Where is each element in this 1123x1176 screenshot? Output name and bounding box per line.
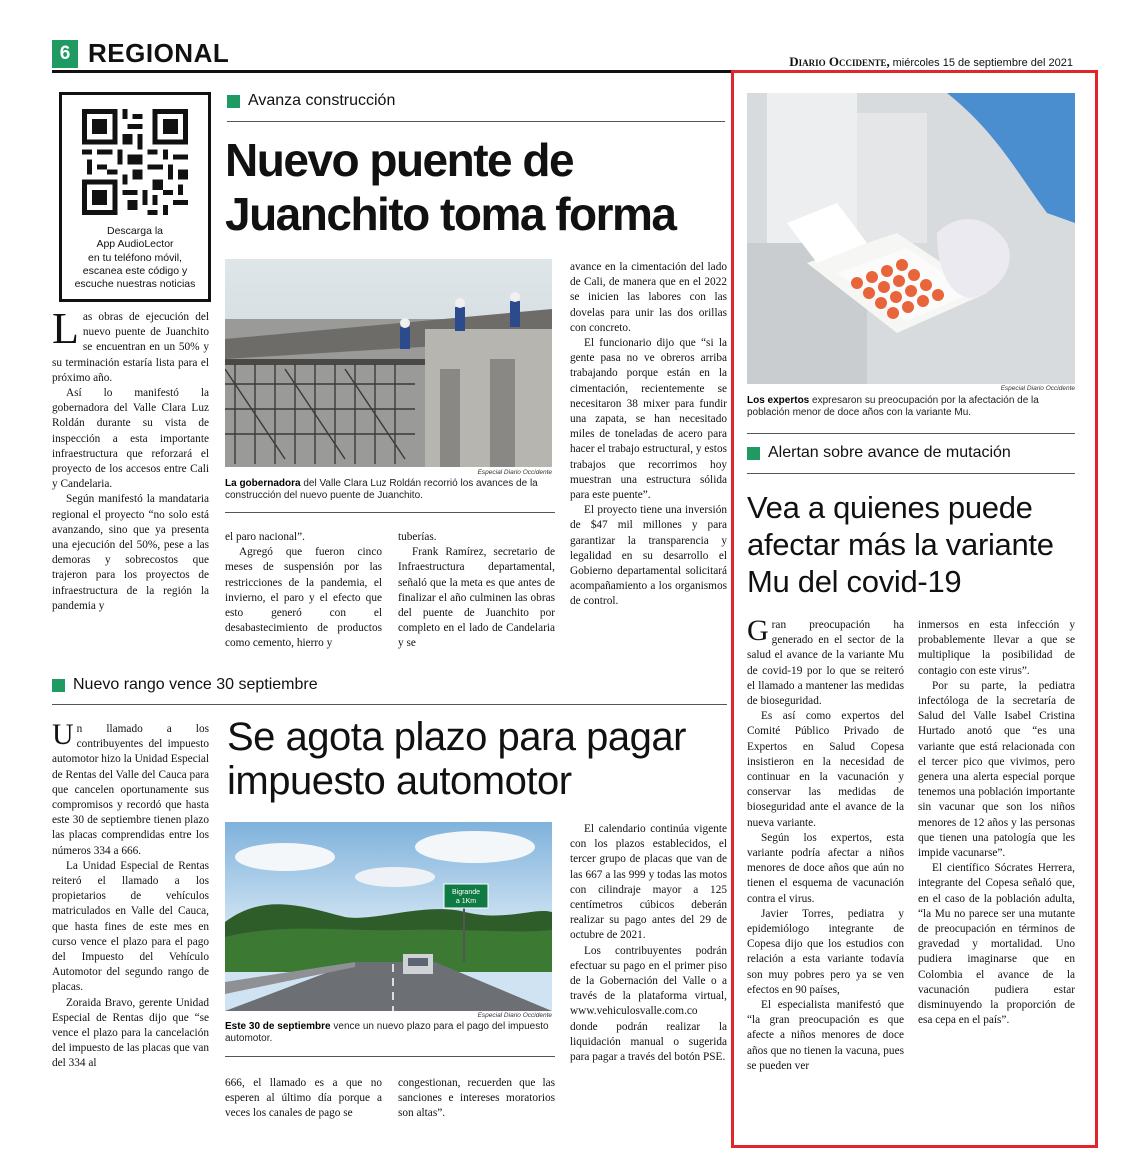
story2-kicker-text: Nuevo rango vence 30 septiembre	[73, 676, 318, 693]
story3-paragraph: El especialista manifestó que “la gran preocupación es que afecte a niños menores de doce años que no tienen la vacuna, pues se pueden ver	[747, 999, 904, 1072]
road-sign-text-1: Bigrande	[451, 889, 481, 896]
story1-caption-rule	[225, 512, 555, 513]
story2-paragraph: El calendario continúa vigente con los plazos establecidos, el tercer grupo de placas que van de las 667 a las 999 y todas las motos con cilindraje mayor a 125 centímetros cúbicos deberán realizar su pago antes del 29 de octubre de 2021.	[570, 823, 727, 942]
story1-kicker	[227, 92, 395, 110]
story3-col2	[918, 618, 1075, 1028]
story1-col4	[570, 260, 727, 610]
highway-image	[225, 822, 552, 1011]
vaccine-vials-image	[747, 93, 1075, 384]
qr-caption	[62, 225, 208, 291]
story1-paragraph: Frank Ramírez, secretario de Infraestructura departamental, señaló que la meta es que antes de finalizar el año culminen las obras del puente de Juanchito por completo en el lado de Candelaria y se	[398, 546, 555, 650]
story3-kicker-rule	[747, 473, 1075, 474]
story3-caption	[747, 395, 1077, 419]
story1-paragraph: el paro nacional”.	[225, 531, 305, 543]
story1-caption	[225, 478, 555, 502]
story1-paragraph: Agregó que fueron cinco meses de suspensión por las restricciones de la pandemia, el invierno, el paro y el efecto que esto generó con el desabastecimiento de productos como cemento, hierro y	[225, 546, 382, 650]
road-sign-text-2: a 1Km	[455, 898, 477, 905]
story3-headline-line: afectar más la variante	[747, 527, 1054, 562]
story1-paragraph: Según manifestó la mandataria regional el proyecto “no solo está avanzando, sino que ya presenta una ejecución del 50%, pese a las demoras y sobrecostos que trajeron para los proyectos de infraestructura de la región la pandemia y	[52, 493, 209, 612]
story2-caption-bold: Este 30 de septiembre	[225, 1021, 331, 1032]
story1-paragraph: as obras de ejecución del nuevo puente de Juanchito se encuentran en un 50% y su terminación estaría lista para el próximo año.	[52, 311, 209, 384]
date: miércoles 15 de septiembre del 2021	[892, 57, 1073, 69]
story2-paragraph: n llamado a los contribuyentes del impuesto automotor hizo la Unidad Especial de Rentas del Valle del Cauca para que cancelen oportunamente sus compromisos y recordó que hasta este 30 de septiembre tienen plazo las placas comprendidas entre los números 334 a 666.	[52, 723, 209, 857]
story2-photo-road	[225, 822, 552, 1011]
story3-headline[interactable]	[747, 489, 1054, 600]
story1-kicker-rule	[227, 121, 725, 122]
story2-col1	[52, 718, 209, 1072]
section-title: REGIONAL	[88, 38, 230, 68]
story1-paragraph: El funcionario dijo que “si la gente pasa no ve obreros arriba trabajando porque están en la cimentación, recientemente se necesitaron 38 mixer para fundir una zapata, se han necesitado miles de toneladas de acero para hacer el trabajo estructural, y estos trabajos que recorrimos hoy muestran una estructura sólida para este puente”.	[570, 337, 727, 502]
page-number: 6	[59, 43, 71, 64]
story1-col2	[225, 530, 382, 652]
story2-kicker-rule	[52, 704, 727, 705]
story3-paragraph: inmersos en esta infección y probablemente llevar a que se multiplique la posibilidad de contagio con este virus”.	[918, 619, 1075, 677]
story3-kicker	[747, 444, 1011, 462]
masthead-line	[789, 54, 1073, 70]
story2-caption-rule	[225, 1056, 555, 1057]
story2-paragraph: La Unidad Especial de Rentas reiteró el llamado a los propietarios de vehículos matriculados en Valle del Cauca, que hasta fines de este mes en curso vence el plazo para el pago del Impuesto del Vehículo Automotor del segundo rango de placas.	[52, 859, 209, 994]
story2-col3	[398, 1076, 555, 1122]
story3-caption-rule	[747, 433, 1075, 434]
qr-code-icon	[82, 107, 188, 217]
story3-caption-text: expresaron su preocupación por la afectación de la población menor de doce años con la variante Mu.	[747, 395, 1039, 418]
story3-paragraph: Por su parte, la pediatra infectóloga de la secretaría de Salud del Valle Isabel Cristina Hurtado anotó que “es una variante que está relacionada con el tercer pico que vivimos, pero genera una alerta especial porque tenemos una población importante sin vacunar que son los niños menores de 12 años y las personas que tienen una patología que les impide vacunarse”.	[918, 679, 1075, 860]
story1-headline-line: Juanchito toma forma	[225, 188, 676, 240]
story2-caption-text: vence un nuevo plazo para el pago del impuesto automotor.	[225, 1021, 549, 1044]
qr-caption-line: App AudioLector	[96, 238, 174, 251]
story2-col4	[570, 822, 727, 1065]
qr-caption-line: escuche nuestras noticias	[74, 278, 196, 291]
story1-photo-bridge	[225, 259, 552, 467]
story3-headline-line: Mu del covid-19	[747, 564, 962, 599]
story2-caption	[225, 1021, 555, 1045]
story1-caption-text: del Valle Clara Luz Roldán recorrió los avances de la construcción del nuevo puente de Juanchito.	[225, 478, 538, 501]
story2-paragraph: congestionan, recuerden que las sanciones e intereses moratorios son altas”.	[398, 1077, 555, 1120]
qr-caption-line: en tu teléfono móvil,	[88, 251, 182, 264]
kicker-square-icon	[52, 679, 65, 692]
story3-paragraph: El científico Sócrates Herrera, integrante del Copesa señaló que, en el caso de la población adulta, “la Mu no parece ser una mutante de preocupación en términos de gravedad y mortalidad. Uno pudiera imaginarse que en Colombia el avance de la vacunación pudiera estar disminuyendo la proporción de esa cepa en el país”.	[918, 862, 1075, 1027]
story3-paragraph: Es así como expertos del Comité Público Privado de Expertos en Salud Copesa insistieron en la necesidad de continuar en la vacunación y conservar las medidas de bioseguridad ante el avance de la nueva variante.	[747, 710, 904, 829]
qr-caption-line: Descarga la	[106, 225, 164, 237]
story2-paragraph: 666, el llamado es a que no esperen al último día porque a veces los canales de pago se	[225, 1077, 382, 1120]
story1-col1	[52, 304, 209, 614]
story1-headline[interactable]	[225, 133, 676, 241]
masthead: Diario Occidente,	[789, 54, 890, 69]
story2-headline-line: Se agota plazo para pagar	[227, 715, 686, 759]
story1-paragraph: avance en la cimentación del lado de Cali, de manera que en el 2022 se inicien las labores con las dovelas para unir las dos orillas con concreto.	[570, 261, 727, 334]
story2-paragraph: Los contribuyentes podrán efectuar su pago en el primer piso de la Gobernación del Valle o a través de la plataforma virtual, www.vehiculosvalle.com.co donde podrán realizar la liquidación manual o sugerida para pagar a través del botón PSE.	[570, 944, 727, 1064]
story3-paragraph: ran preocupación ha generado en el sector de la salud el avance de la variante Mu de covid-19 por lo que se reiteró el llamado a mantener las medidas de bioseguridad.	[747, 619, 904, 708]
bridge-construction-image	[225, 259, 552, 467]
qr-box[interactable]	[59, 92, 211, 302]
story2-col2	[225, 1076, 382, 1122]
story2-paragraph: Zoraida Bravo, gerente Unidad Especial de Rentas dijo que “se vence el plazo para la cancelación del impuesto de las placas que van del 334 al	[52, 996, 209, 1070]
story3-caption-bold: Los expertos	[747, 395, 810, 406]
story1-col3	[398, 530, 555, 652]
story3-kicker-text: Alertan sobre avance de mutación	[768, 444, 1011, 461]
story1-caption-bold: La gobernadora	[225, 478, 301, 489]
story2-headline[interactable]	[227, 715, 686, 803]
qr-caption-line: escanea este código y	[82, 264, 188, 277]
drop-cap: L	[52, 304, 79, 353]
story3-headline-line: Vea a quienes puede	[747, 490, 1033, 525]
story2-headline-line: impuesto automotor	[227, 759, 572, 803]
story3-photo-credit: Especial Diario Occidente	[1000, 385, 1075, 392]
page-number-badge	[52, 40, 78, 68]
story2-kicker	[52, 676, 318, 694]
kicker-square-icon	[227, 95, 240, 108]
story3-paragraph: Según los expertos, esta variante podría afectar a niños menores de doce años que aún no tienen el esquema de vacunación contra el virus.	[747, 831, 904, 905]
story1-paragraph: Así lo manifestó la gobernadora del Valle Clara Luz Roldán durante su vista de inspección a esta importante infraestructura que reforzará el proyecto de los accesos entre Cali y Candelaria.	[52, 387, 209, 491]
story1-headline-line: Nuevo puente de	[225, 134, 574, 186]
story1-paragraph: tuberías.	[398, 531, 437, 543]
story2-photo-credit: Especial Diario Occidente	[477, 1012, 552, 1019]
kicker-square-icon	[747, 447, 760, 460]
drop-cap: U	[52, 718, 74, 751]
story3-paragraph: Javier Torres, pediatra y epidemiólogo integrante de Copesa dijo que los estudios con relación a esta variante todavía son muy pobres pero ya se ven efectos en 90 países,	[747, 907, 904, 996]
story3-col1	[747, 614, 904, 1074]
drop-cap: G	[747, 614, 769, 647]
story1-photo-credit: Especial Diario Occidente	[477, 469, 552, 476]
story1-kicker-text: Avanza construcción	[248, 92, 396, 109]
story1-paragraph: El proyecto tiene una inversión de $47 mil millones y para garantizar la transparencia y legalidad en su desarrollo el Gobierno departamental solicitará acompañamiento a los organismos de control.	[570, 504, 727, 608]
story3-photo-vials	[747, 93, 1075, 384]
